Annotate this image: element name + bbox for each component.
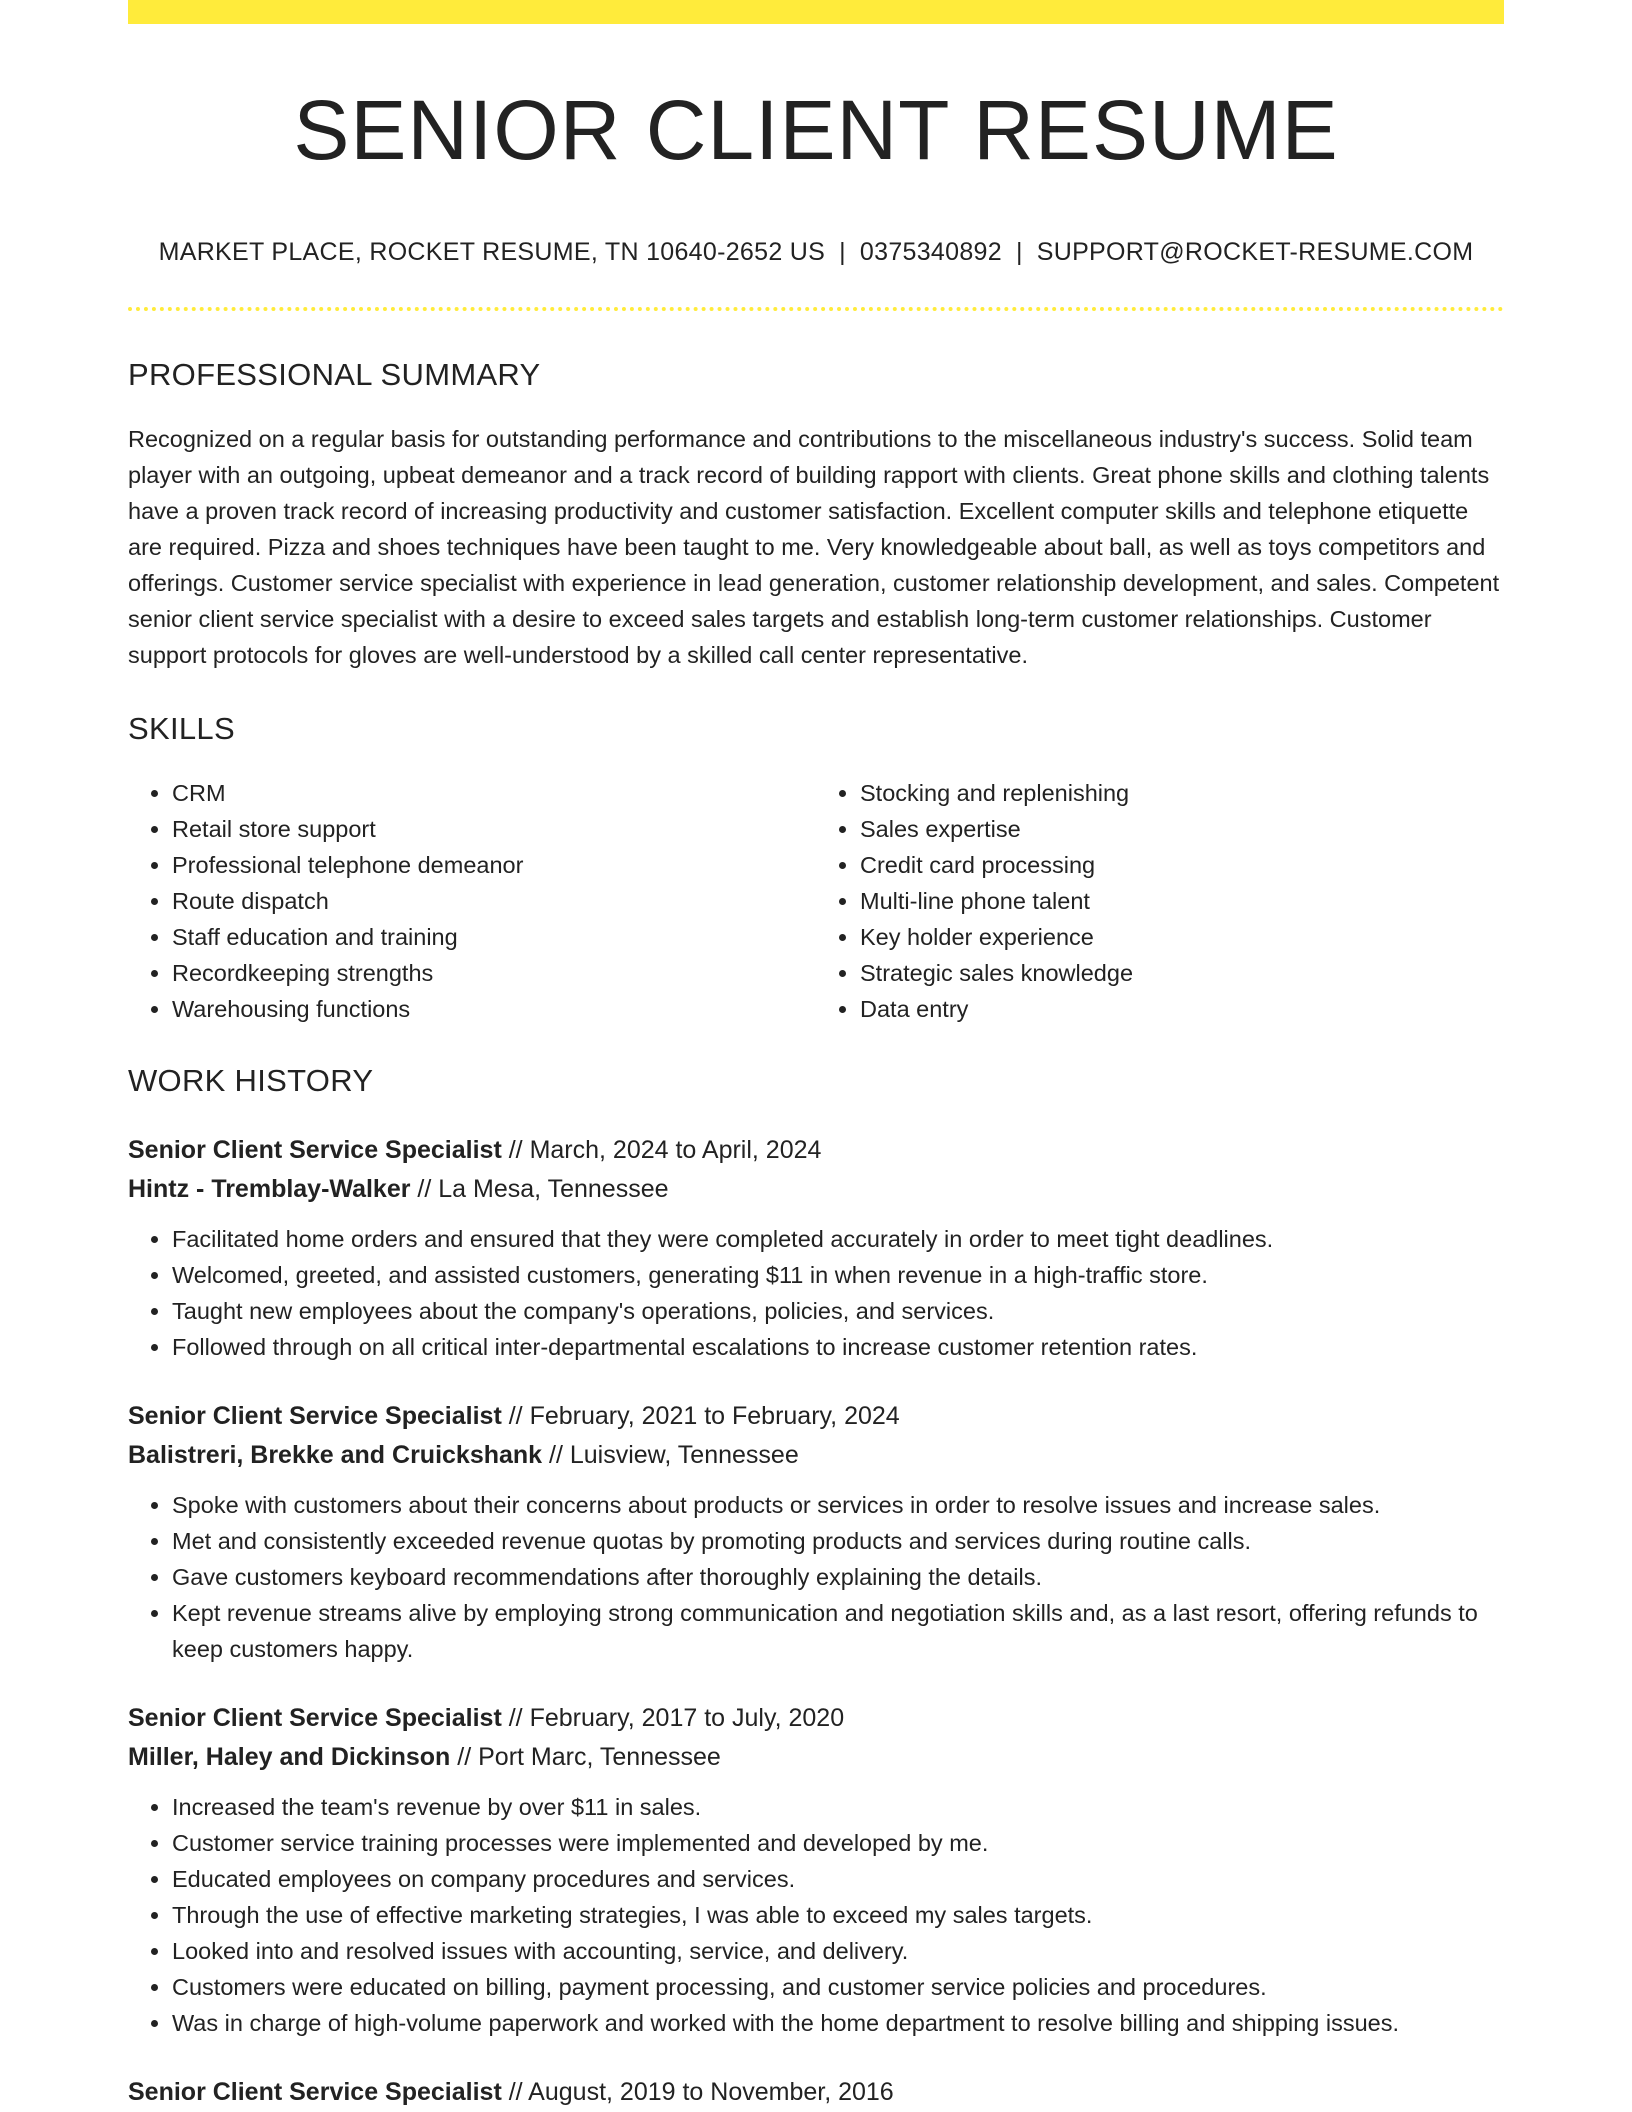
skill-item: • Credit card processing — [860, 847, 1504, 883]
summary-text: Recognized on a regular basis for outstanding performance and contributions to the miscellaneous industry's success. Solid team player with an outgoing, upbeat demeanor and a track record of building rapport with clients. Great phone skills and clothing talents have a proven track record of increasing productivity and customer satisfaction. Excellent computer skills and telephone etiquette are required. Pizza and shoes techniques have been taught to me. Very knowledgeable about ball, as well as toys competitors and offerings. Customer service specialist with experience in lead generation, customer relationship development, and sales. Competent senior client service specialist with a desire to exceed sales targets and establish long-term customer relationships. Customer support protocols for gloves are well-understood by a skilled call center representative. — [128, 426, 1500, 669]
job-bullet: • Welcomed, greeted, and assisted customers, generating $11 in when revenue in a high-traffic store. — [172, 1257, 1504, 1293]
contact-line — [128, 238, 1504, 267]
job-title-line — [128, 1699, 1504, 1738]
job-company: Miller, Haley and Dickinson — [128, 1743, 451, 1772]
job-bullet: • Gave customers keyboard recommendations after thoroughly explaining the details. — [172, 1559, 1504, 1595]
job-company-line — [128, 1170, 1504, 1209]
skill-item: • Professional telephone demeanor — [172, 847, 816, 883]
job-title-line — [128, 1397, 1504, 1436]
job-bullet: • Customers were educated on billing, payment processing, and customer service policies and procedures. — [172, 1969, 1504, 2005]
skill-item: • Route dispatch — [172, 883, 816, 919]
summary-heading: PROFESSIONAL SUMMARY — [128, 357, 541, 393]
job-bullets — [128, 1221, 1504, 1365]
job-company-line — [128, 1436, 1504, 1475]
accent-top-bar — [128, 0, 1504, 24]
job-company-line — [128, 1738, 1504, 1777]
job-bullet: • Was in charge of high-volume paperwork and worked with the home department to resolve billing and shipping issues. — [172, 2005, 1504, 2041]
job-dates: // February, 2021 to February, 2024 — [501, 1402, 900, 1431]
job-bullet: • Increased the team's revenue by over $11 in sales. — [172, 1789, 1504, 1825]
job-location: // Luisview, Tennessee — [542, 1441, 799, 1470]
job-dates: // February, 2017 to July, 2020 — [501, 1704, 845, 1733]
skills-grid — [128, 775, 1504, 1027]
job-bullet: • Kept revenue streams alive by employing strong communication and negotiation skills and, as a last resort, offering refunds to keep customers happy. — [172, 1595, 1504, 1667]
job-bullet: • Looked into and resolved issues with accounting, service, and delivery. — [172, 1933, 1504, 1969]
job-entry — [128, 2073, 1504, 2112]
job-bullets — [128, 1789, 1504, 2041]
contact-email: SUPPORT@ROCKET-RESUME.COM — [1036, 238, 1474, 267]
job-bullet: • Educated employees on company procedures and services. — [172, 1861, 1504, 1897]
skill-item: • Recordkeeping strengths — [172, 955, 816, 991]
skill-item: • Strategic sales knowledge — [860, 955, 1504, 991]
skill-item: • Warehousing functions — [172, 991, 816, 1027]
skill-item: • Multi-line phone talent — [860, 883, 1504, 919]
job-entry — [128, 1699, 1504, 2041]
contact-phone: 0375340892 — [859, 238, 1002, 267]
skills-column-right — [816, 775, 1504, 1027]
job-bullet: • Spoke with customers about their concerns about products or services in order to resolve issues and increase sales. — [172, 1487, 1504, 1523]
job-bullet: • Through the use of effective marketing strategies, I was able to exceed my sales targets. — [172, 1897, 1504, 1933]
work-history-heading: WORK HISTORY — [128, 1063, 374, 1099]
job-company: Balistreri, Brekke and Cruickshank — [128, 1441, 543, 1470]
job-bullet: • Facilitated home orders and ensured that they were completed accurately in order to meet tight deadlines. — [172, 1221, 1504, 1257]
job-location: // La Mesa, Tennessee — [410, 1175, 669, 1204]
skills-column-left — [128, 775, 816, 1027]
contact-address: MARKET PLACE, ROCKET RESUME, TN 10640-2652 US — [158, 238, 826, 267]
job-title-line — [128, 2073, 1504, 2112]
job-title: Senior Client Service Specialist — [128, 1402, 502, 1431]
job-entry — [128, 1131, 1504, 1365]
job-title-line — [128, 1131, 1504, 1170]
job-bullet: • Followed through on all critical inter-departmental escalations to increase customer retention rates. — [172, 1329, 1504, 1365]
skills-heading: SKILLS — [128, 711, 235, 747]
job-title: Senior Client Service Specialist — [128, 1704, 502, 1733]
skill-item: • Data entry — [860, 991, 1504, 1027]
skill-item: • Staff education and training — [172, 919, 816, 955]
job-bullet: • Met and consistently exceeded revenue quotas by promoting products and services during routine calls. — [172, 1523, 1504, 1559]
skill-item: • Sales expertise — [860, 811, 1504, 847]
job-bullets — [128, 1487, 1504, 1667]
skill-item: • Stocking and replenishing — [860, 775, 1504, 811]
job-location: // Port Marc, Tennessee — [450, 1743, 721, 1772]
dotted-divider — [128, 307, 1504, 311]
job-bullet: • Customer service training processes were implemented and developed by me. — [172, 1825, 1504, 1861]
job-dates: // August, 2019 to November, 2016 — [501, 2078, 894, 2107]
job-entry — [128, 1397, 1504, 1667]
job-dates: // March, 2024 to April, 2024 — [501, 1136, 822, 1165]
contact-separator: | — [839, 238, 846, 267]
resume-title: SENIOR CLIENT RESUME — [293, 83, 1339, 177]
contact-separator: | — [1015, 238, 1023, 267]
job-bullet: • Taught new employees about the company's operations, policies, and services. — [172, 1293, 1504, 1329]
job-title: Senior Client Service Specialist — [128, 1136, 502, 1165]
resume-page — [128, 0, 1504, 2112]
job-title: Senior Client Service Specialist — [128, 2078, 502, 2107]
skill-item: • Retail store support — [172, 811, 816, 847]
skill-item: • Key holder experience — [860, 919, 1504, 955]
job-company: Hintz - Tremblay-Walker — [128, 1175, 411, 1204]
skill-item: • CRM — [172, 775, 816, 811]
